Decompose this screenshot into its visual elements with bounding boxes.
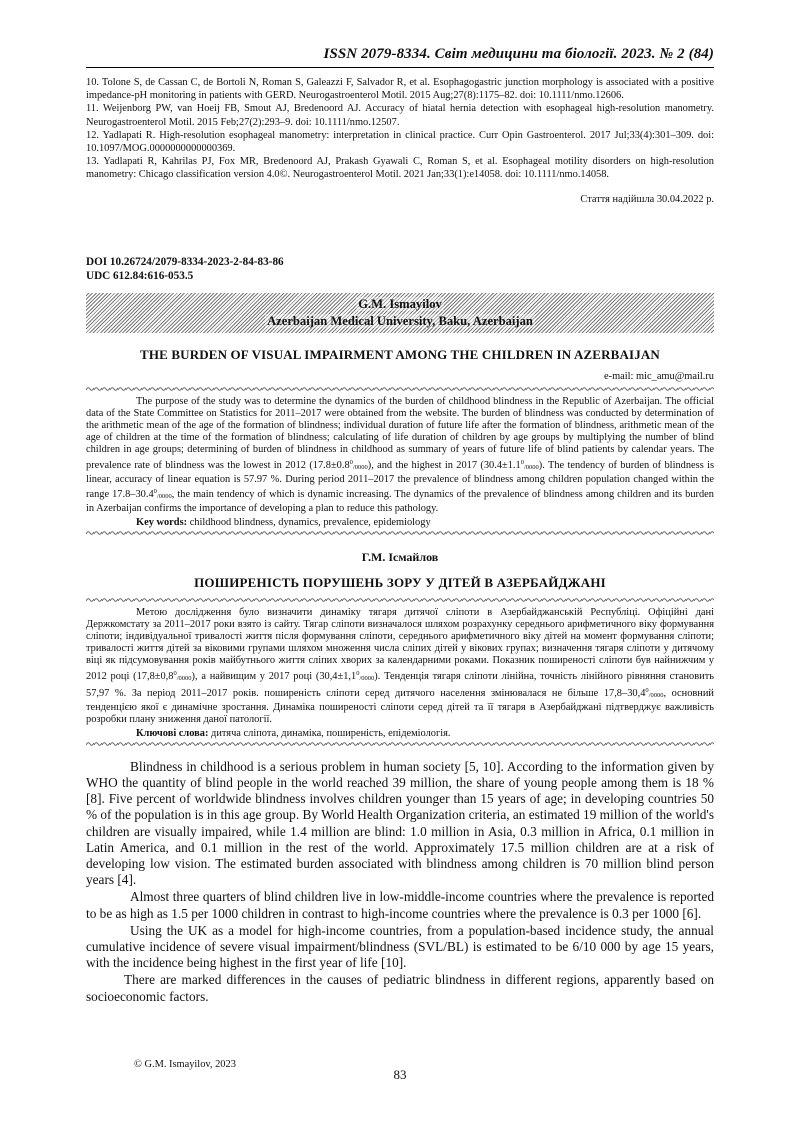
received-date: Стаття надійшла 30.04.2022 р.: [580, 193, 714, 205]
body-paragraph: There are marked differences in the causes of pediatric blindness in different regions, apparently based on socioeconomic factors.: [86, 972, 714, 1004]
body-paragraph: Using the UK as a model for high-income countries, from a population-based incidence study, the annual cumulative incidence of severe visual impairment/blindness (SVL/BL) is estimated to be 6/10 000 by age 15 years, with the incidence being highest in the first year of life [10].: [86, 922, 714, 971]
journal-page: [86, 46, 714, 1006]
copyright-notice: © G.M. Ismayilov, 2023: [134, 1059, 236, 1070]
article-title-ukrainian: ПОШИРЕНІСТЬ ПОРУШЕНЬ ЗОРУ У ДІТЕЙ В АЗЕРБАЙДЖАНІ: [194, 574, 606, 590]
abstract-ukrainian: [86, 607, 714, 727]
wavy-divider: [86, 741, 714, 747]
reference-item: 12. Yadlapati R. High-resolution esophageal manometry: interpretation in clinical practice. Curr Opin Gastroenterol. 2017 Jul;33(4):301–309. doi: 10.1097/MOG.0000000000000369.: [86, 129, 714, 155]
author-affiliation: Azerbaijan Medical University, Baku, Azerbaijan: [267, 313, 533, 328]
abstract-text: Метою дослідження було визначити динаміку тягаря дитячої сліпоти в Азербайджанській Республіці. Офіційні дані Держкомстату за 2011–2017 роки взято із сайту. Тягар сліпоти визначалося шляхом розрахунку середнього арифметичного віку формування сліпоти; індивідуальної тривалості життя після формування сліпоти, середнього арифметичного віку дітей на момент формування сліпоти; тривалості життя дітей за віковими групами шляхом множення числа сліпих дітей у вікових групах; визначення тягаря сліпоти у дитячому віці як підсумовування років майбутнього життя сліпих хворих за календарними роками. Показник поширеності сліпоти був найнижчим у 2012 році $(17,8\pm 0,8^0_{/0000})$, а найвищим у 2017 році $(30,4\pm 1,1^0_{/0000})$. Тенденція тягаря сліпоти лінійна, точність лінійного рівняння становить 57,97 %. За період 2011–2017 років. поширеність сліпоти серед дитячого населення змінювалася не більше $17,8-30,4^0_{/0000}$, основний тенденцією якої є динамічне зростання. Динаміка поширеності сліпоти серед дітей та її тягаря в Азербайджані підтверджує важливість розробки плану зниження даної патології.: [86, 606, 714, 726]
author-name: G.M. Ismayilov: [358, 296, 442, 311]
keywords-ukrainian: [86, 728, 714, 740]
wavy-divider: [86, 597, 714, 603]
body-paragraph: Blindness in childhood is a serious problem in human society [5, 10]. According to the information given by WHO the quantity of blind people in the world reached 39 million, the share of young people among them is 18 % [8]. Five percent of worldwide blindness involves children younger than 15 years of age; in developing countries 50 % of the population is in this age group. By World Health Organization criteria, an estimated 19 million of the world's children are visually impaired, while 1.4 million are blind: 1.0 million in Asia, 0.3 million in Africa, 0.1 million in Latin America, and 0.1 million in the rest of the world. Approximately 17.5 million children are at a risk of developing low vision. The estimated burden associated with blindness among children is 70 million blind person years [4].: [86, 758, 714, 888]
author-email: e-mail: mic_amu@mail.ru: [604, 370, 714, 382]
reference-item: 11. Weijenborg PW, van Hoeij FB, Smout AJ, Bredenoord AJ. Accuracy of hiatal hernia detection with esophageal high-resolution manometry. Neurogastroenterol Motil. 2015 Feb;27(2):293–9. doi: 10.1111/nmo.12507.: [86, 103, 714, 128]
doi: DOI 10.26724/2079-8334-2023-2-84-83-86: [86, 255, 284, 268]
abstract-text: The purpose of the study was to determine the dynamics of the burden of childhood blindness in the Republic of Azerbaijan. The official data of the State Committee on Statistics for 2011–2017 were obtained from the website. The burden of blindness was conducted by determination of the arithmetic mean of the age of the formation of blindness; individual duration of future life after the formation of blindness, arithmetic mean of the age of children at the time of the formation of blindness; calculating of life duration of children by age groups by multiplying the number of blind children in age groups; determining of burden of blindness in childhood as summary of years of future life of blind patients by calendar years. The prevalence rate of blindness was the lowest in 2012 $(17.8\pm 0.8^0_{/0000})$, and the highest in 2017 $(30.4\pm 1.1^0_{/0000})$. The tendency of burden of blindness is linear, accuracy of linear equation is 57.97 %. During period 2011–2017 the prevalence of blindness among children population changed within the range $17.8-30.4^0_{/0000}$, the main tendency of which is dynamic increasing. The dynamics of the prevalence of blindness among children and its burden in Azerbaijan confirms the importance of developing a plan to reduce this pathology.: [86, 395, 715, 515]
article-title: THE BURDEN OF VISUAL IMPAIRMENT AMONG THE CHILDREN IN AZERBAIJAN: [140, 346, 660, 362]
page-number: 83: [393, 1067, 407, 1082]
article-body: [86, 759, 714, 1005]
keywords-label: Ключові слова:: [136, 728, 209, 740]
body-paragraph: Almost three quarters of blind children live in low-middle-income countries where the prevalence is reported to be as high as 1.5 per 1000 children in contrast to high-income countries where the prevalence is 0.3 per 1000 [6].: [86, 889, 714, 921]
keywords-text: childhood blindness, dynamics, prevalence, epidemiology: [187, 517, 431, 529]
reference-item: 13. Yadlapati R, Kahrilas PJ, Fox MR, Bredenoord AJ, Prakash Gyawali C, Roman S, et al. Esophageal motility disorders on high-resolution manometry: Chicago classification version 4.0©. Neurogastroenterol Motil. 2021 Jan;33(1):e14058. doi: 10.1111/nmo.14058.: [86, 156, 714, 181]
author-name-ukrainian: Г.М. Ісмайлов: [361, 549, 439, 564]
reference-list: [86, 76, 714, 182]
running-header: ISSN 2079-8334. Світ медицини та біології. 2023. № 2 (84): [86, 46, 714, 68]
wavy-divider: [86, 530, 714, 536]
reference-item: 10. Tolone S, de Cassan C, de Bortoli N, Roman S, Galeazzi F, Salvador R, et al. Esophagogastric junction morphology is associated with a positive impedance-pH monitoring in patients with GERD. Neurogastroenterol Motil. 2015 Aug;27(8):1175–82. doi: 10.1111/nmo.12606.: [86, 77, 714, 102]
keywords-text: дитяча сліпота, динаміка, поширеність, епідеміологія.: [208, 728, 451, 740]
wavy-divider: [86, 386, 714, 392]
udc: UDC 612.84:616-053.5: [86, 269, 194, 282]
article-identifiers: [86, 255, 714, 283]
author-banner: [86, 293, 714, 333]
keywords-label: Key words:: [136, 517, 188, 529]
abstract-english: [86, 396, 714, 516]
keywords-english: [86, 517, 714, 529]
